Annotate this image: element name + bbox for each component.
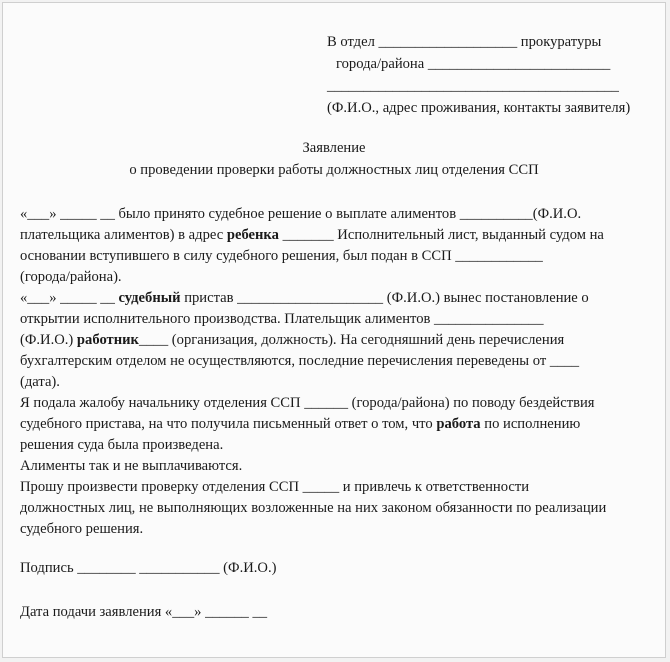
body-text: «___» _____ __ xyxy=(20,290,119,306)
date-line: Дата подачи заявления «___» ______ __ xyxy=(20,604,268,620)
signature-line: Подпись ________ ___________ (Ф.И.О.) xyxy=(20,560,277,576)
document-subtitle: о проведении проверки работы должностных лиц отделения ССП xyxy=(129,162,539,178)
body-bold-text: работа xyxy=(436,416,481,432)
body-line: Прошу произвести проверку отделения ССП _____ и привлечь к ответственности xyxy=(20,479,530,495)
header-department-line: В отдел ___________________ прокуратуры xyxy=(327,34,602,50)
document-page xyxy=(2,2,666,658)
body-bold-text: работник xyxy=(76,332,139,348)
body-text: по исполнению xyxy=(480,416,581,432)
body-bold-text: судебный xyxy=(118,290,181,306)
body-line xyxy=(20,415,580,433)
body-text: _______ Исполнительный лист, выданный судом на xyxy=(278,227,604,243)
body-line: открытии исполнительного производства. Плательщик алиментов _______________ xyxy=(20,311,544,327)
body-line: бухгалтерским отделом не осуществляются, последние перечисления переведены от ____ xyxy=(20,353,580,369)
document-title: Заявление xyxy=(302,140,366,156)
body-line: судебного решения. xyxy=(20,521,144,537)
body-text: судебного пристава, на что получила письменный ответ о том, что xyxy=(20,416,437,432)
body-text: плательщика алиментов) в адрес xyxy=(20,227,227,243)
body-line: (города/района). xyxy=(20,269,122,285)
body-line: решения суда была произведена. xyxy=(20,437,224,453)
body-line: Алименты так и не выплачиваются. xyxy=(20,458,243,474)
body-line: должностных лиц, не выполняющих возложенные на них законом обязанности по реализации xyxy=(20,500,607,516)
body-text: (Ф.И.О.) xyxy=(20,332,77,348)
header-applicant-caption: (Ф.И.О., адрес проживания, контакты заявителя) xyxy=(327,100,631,116)
header-city-line: города/района _________________________ xyxy=(336,56,611,72)
body-line: Я подала жалобу начальнику отделения ССП ______ (города/района) по поводу бездействия xyxy=(20,395,595,411)
body-bold-text: ребенка xyxy=(226,227,279,243)
body-line: «___» _____ __ было принято судебное решение о выплате алиментов __________(Ф.И.О. xyxy=(20,206,582,222)
body-line: (дата). xyxy=(20,374,60,390)
body-line: основании вступившего в силу судебного решения, был подан в ССП ____________ xyxy=(20,248,543,264)
body-line xyxy=(20,289,589,307)
body-line xyxy=(20,226,604,244)
body-text: пристав ____________________ (Ф.И.О.) вынес постановление о xyxy=(180,290,589,306)
header-blank-line: ________________________________________ xyxy=(327,78,619,94)
body-line xyxy=(20,331,564,349)
body-text: ____ (организация, должность). На сегодняшний день перечисления xyxy=(138,332,565,348)
